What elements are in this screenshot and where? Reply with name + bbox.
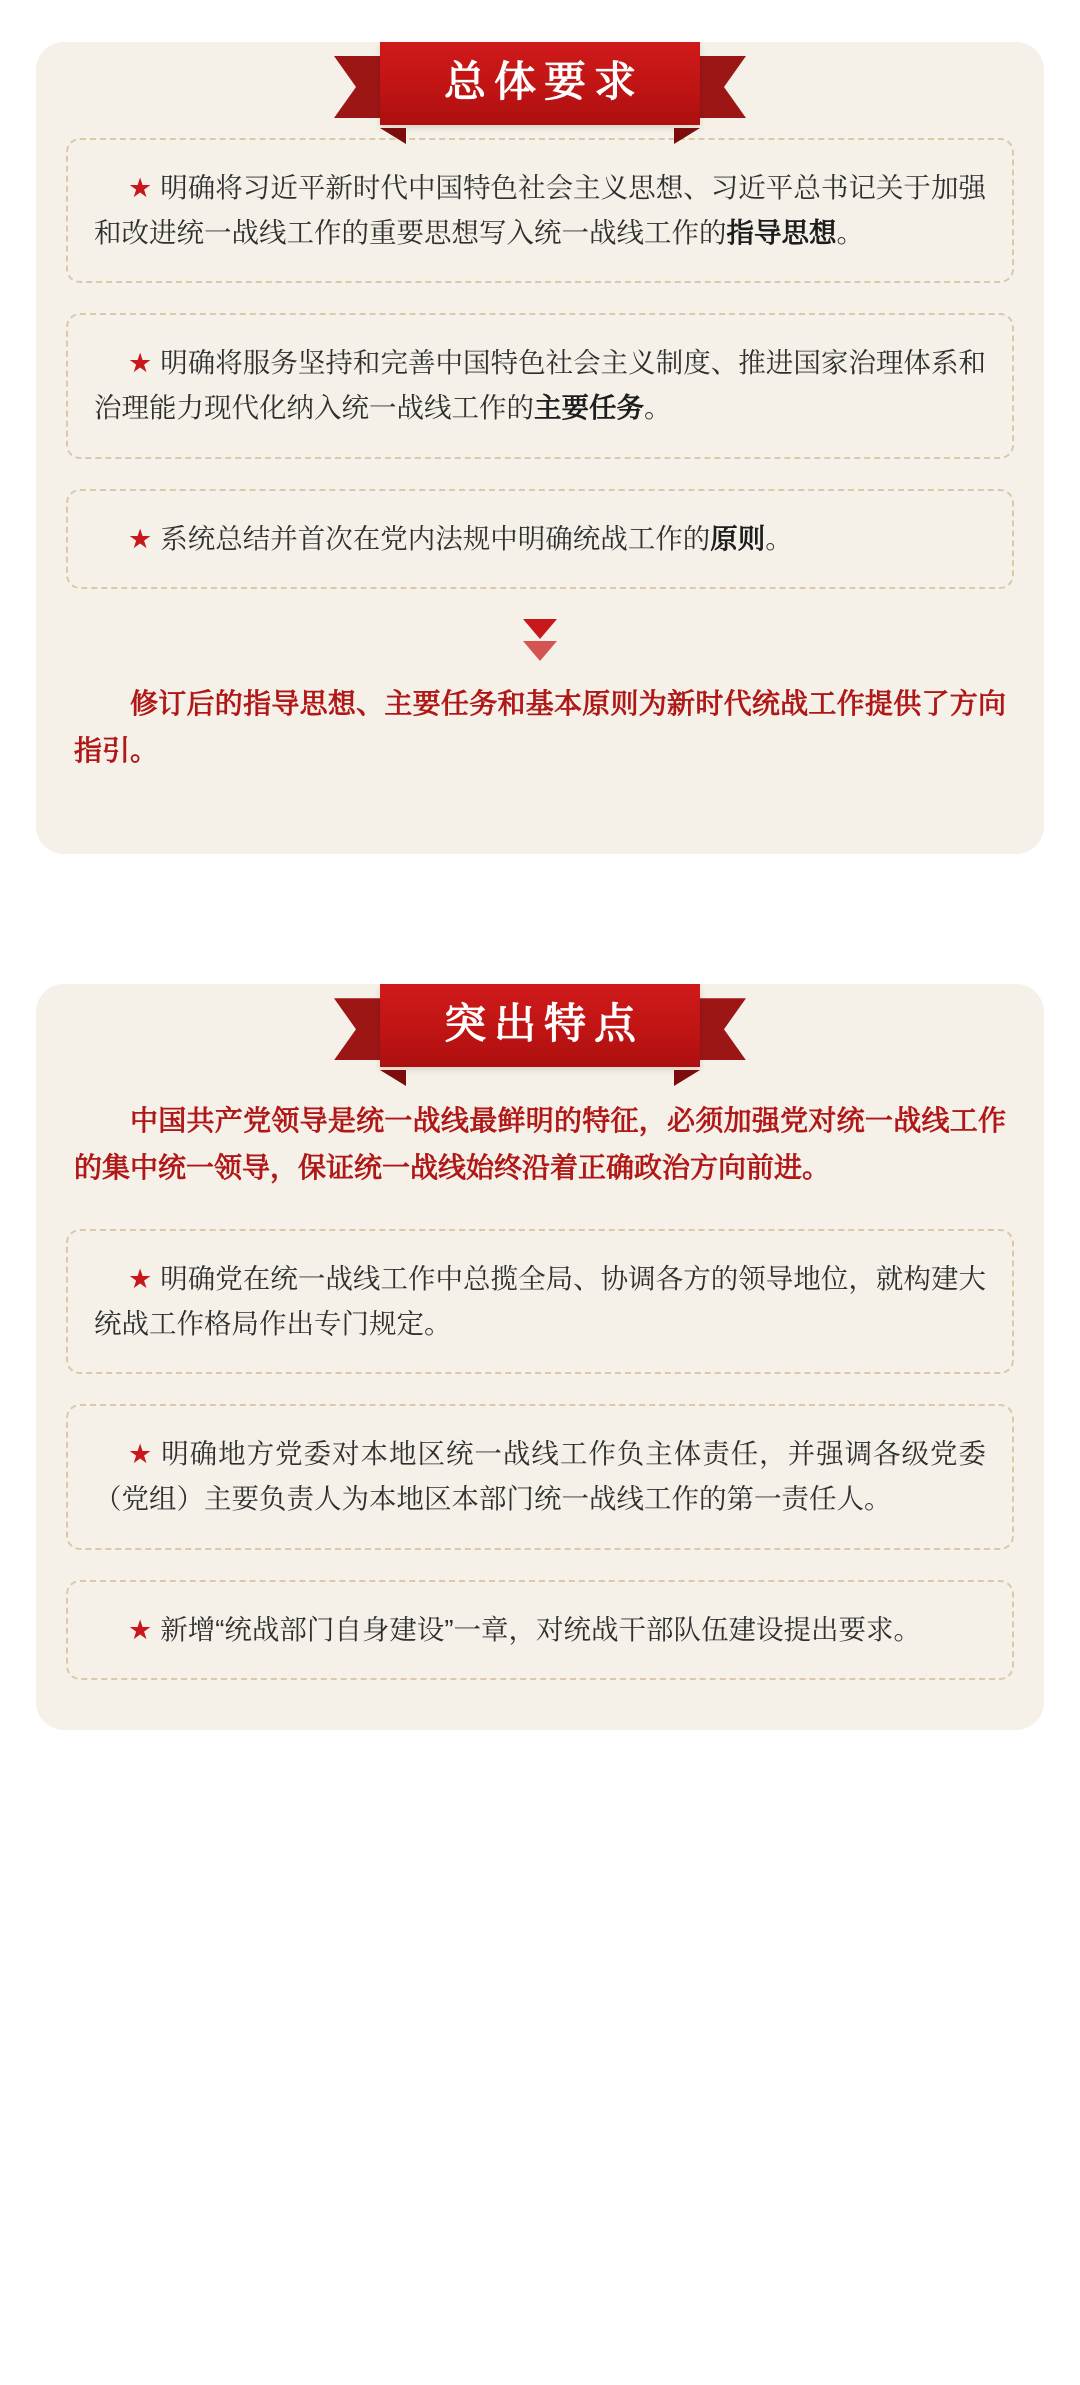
section-banner-1 — [36, 42, 1044, 128]
chevron-down-icon — [523, 619, 557, 639]
list-item — [66, 313, 1014, 458]
section-divider — [0, 914, 1080, 942]
ribbon-fold-left-icon — [380, 128, 406, 144]
card-text-part: 。 — [644, 392, 672, 424]
ribbon-fold-right-icon — [674, 128, 700, 144]
section-banner-2 — [36, 984, 1044, 1070]
section-key-features — [36, 984, 1044, 1730]
banner-title-1: 总体要求 — [380, 42, 700, 125]
ribbon-fold-left-icon — [380, 1070, 406, 1086]
section-conclusion-1 — [74, 681, 1006, 774]
section-overall-requirements — [36, 42, 1044, 854]
list-item — [66, 1404, 1014, 1549]
list-item — [66, 1229, 1014, 1374]
down-arrows — [66, 619, 1014, 661]
list-item — [66, 489, 1014, 590]
star-icon: ★ — [128, 348, 153, 379]
card-text-emphasis: 主要任务 — [534, 392, 644, 424]
banner-title-2: 突出特点 — [380, 984, 700, 1067]
card-text-part: 明确地方党委对本地区统一战线工作负主体责任，并强调各级党委（党组）主要负责人为本地区本部门统一战线工作的第一责任人。 — [94, 1438, 986, 1515]
section-body-1 — [36, 42, 1044, 854]
card-text-part: 系统总结并首次在党内法规中明确统战工作的 — [160, 522, 711, 554]
star-icon: ★ — [128, 1264, 153, 1295]
star-icon: ★ — [128, 1439, 154, 1470]
list-item — [66, 138, 1014, 283]
card-text-emphasis: 原则 — [710, 522, 766, 554]
card-text-part: 明确将服务坚持和完善中国特色社会主义制度、推进国家治理体系和治理能力现代化纳入统一战线工作的 — [94, 347, 986, 424]
star-icon: ★ — [128, 1614, 153, 1645]
card-text-part: 。 — [765, 522, 793, 554]
card-text-part: 。 — [836, 216, 864, 248]
card-text-part: 新增“统战部门自身建设”一章，对统战干部队伍建设提出要求。 — [160, 1613, 922, 1645]
infographic-page — [0, 42, 1080, 1800]
card-text-part: 明确党在统一战线工作中总揽全局、协调各方的领导地位，就构建大统战工作格局作出专门规定。 — [94, 1263, 986, 1339]
section-lead-2 — [74, 1098, 1006, 1191]
section-body-2 — [36, 984, 1044, 1730]
section-lead-text: 中国共产党领导是统一战线最鲜明的特征，必须加强党对统一战线工作的集中统一领导，保证统一战线始终沿着正确政治方向前进。 — [74, 1105, 1006, 1183]
list-item — [66, 1580, 1014, 1681]
card-text-emphasis: 指导思想 — [726, 216, 837, 248]
section-conclusion-text: 修订后的指导思想、主要任务和基本原则为新时代统战工作提供了方向指引。 — [74, 688, 1006, 766]
card-text-part: 明确将习近平新时代中国特色社会主义思想、习近平总书记关于加强和改进统一战线工作的重要思想写入统一战线工作的 — [94, 172, 986, 248]
ribbon-fold-right-icon — [674, 1070, 700, 1086]
star-icon: ★ — [128, 523, 153, 554]
chevron-down-icon — [523, 641, 557, 661]
star-icon: ★ — [128, 173, 153, 203]
